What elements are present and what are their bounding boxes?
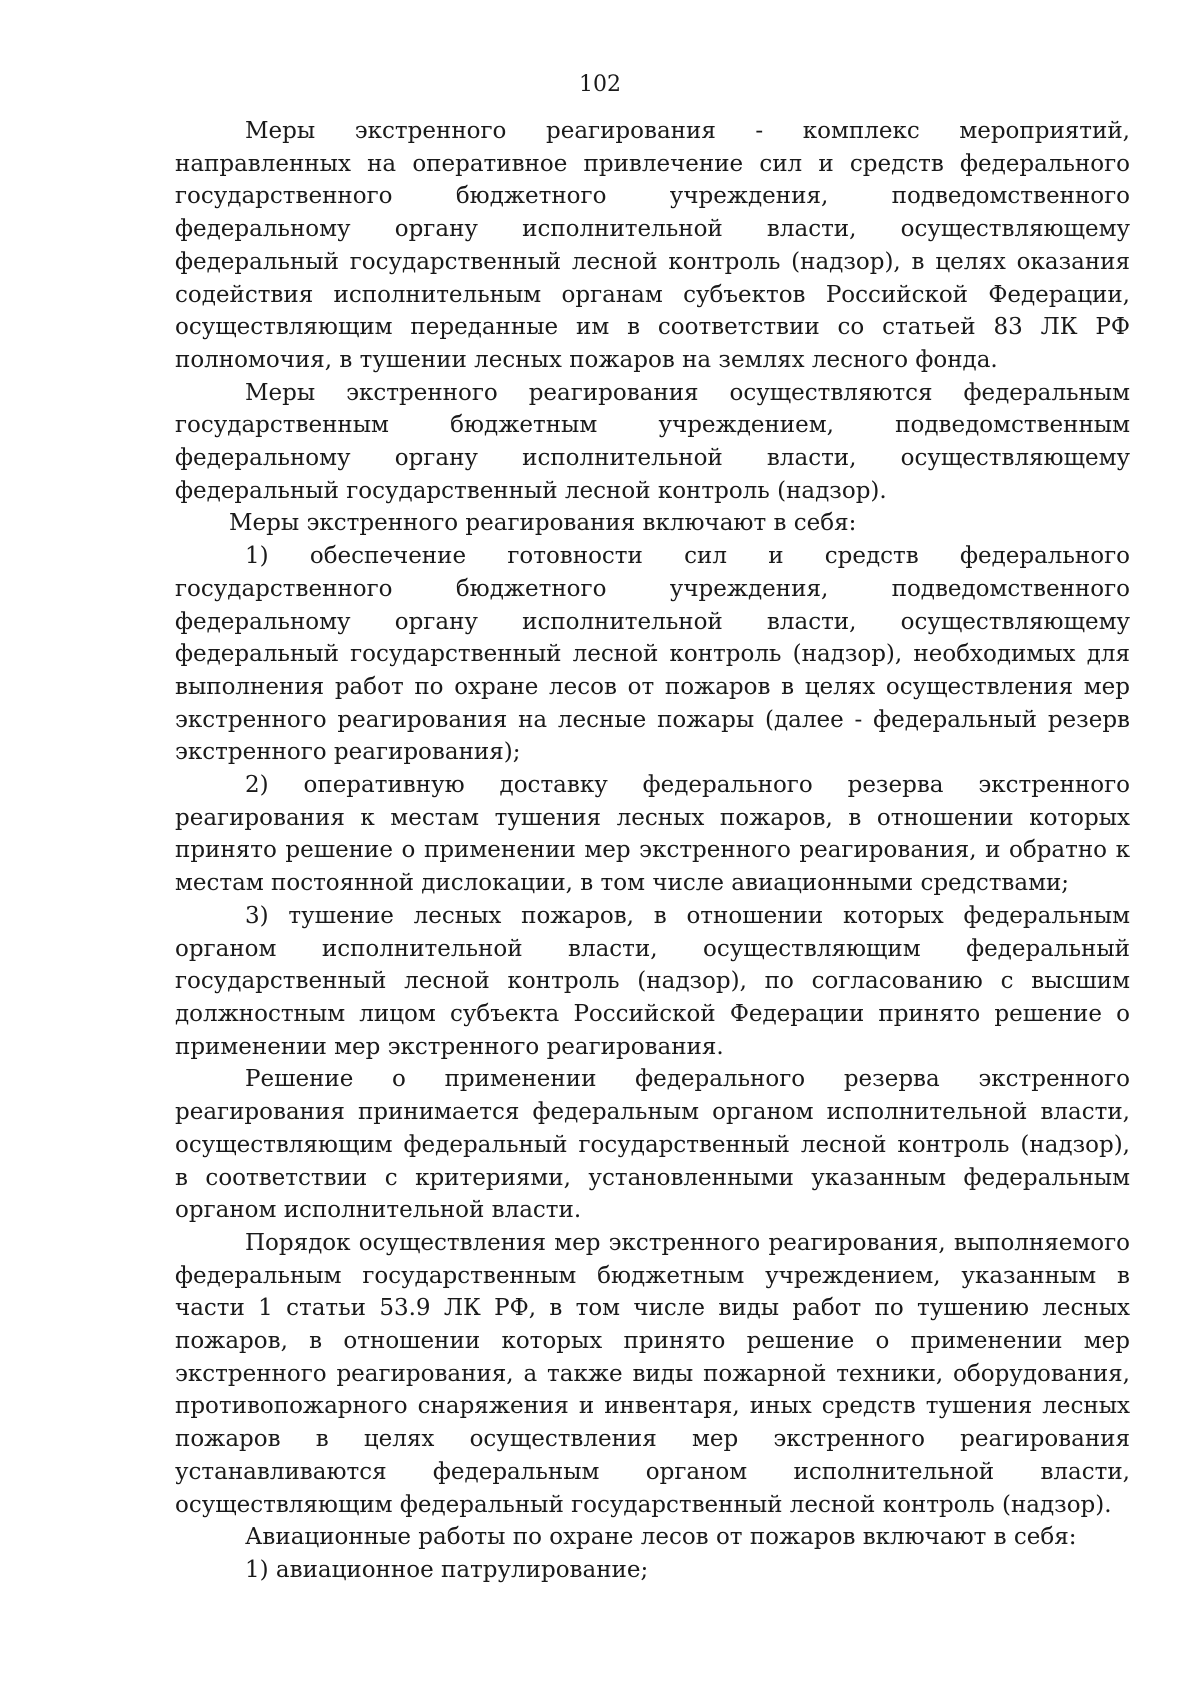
list-item: 1) авиационное патрулирование; (245, 1556, 649, 1583)
list-item: 2) оперативную доставку федерального резерва экстренного реагирования к местам тушения лесных пожаров, в отношении которых принято решение о применении мер экстренного реагирования, и обратно к местам постоянной дислокации, в том числе авиационными средствами; (175, 772, 1130, 897)
paragraph-decision: Решение о применении федерального резерва экстренного реагирования принимается федеральным органом исполнительной власти, осуществляющим федеральный государственный лесной контроль (надзор), в соответствии с критериями, установленными указанным федеральным органом исполнительной власти. (175, 1066, 1130, 1224)
document-body (175, 115, 1130, 1587)
page-number: 102 (579, 72, 621, 97)
list-item: 1) обеспечение готовности сил и средств федерального государственного бюджетного учреждения, подведомственного федеральному органу исполнительной власти, осуществляющему федеральный государственный лесной контроль (надзор), необходимых для выполнения работ по охране лесов от пожаров в целях осуществления мер экстренного реагирования на лесные пожары (далее - федеральный резерв экстренного реагирования); (175, 543, 1130, 766)
paragraph-definition: Меры экстренного реагирования - комплекс мероприятий, направленных на оперативное привлечение сил и средств федерального государственного бюджетного учреждения, подведомственного федеральному органу исполнительной власти, осуществляющему федеральный государственный лесной контроль (надзор), в целях оказания содействия исполнительным органам субъектов Российской Федерации, осуществляющим переданные им в соответствии со статьей 83 ЛК РФ полномочия, в тушении лесных пожаров на землях лесного фонда. (175, 118, 1130, 373)
list-item: 3) тушение лесных пожаров, в отношении которых федеральным органом исполнительной власти, осуществляющим федеральный государственный лесной контроль (надзор), по согласованию с высшим должностным лицом субъекта Российской Федерации принято решение о применении мер экстренного реагирования. (175, 902, 1130, 1060)
paragraph-implementer: Меры экстренного реагирования осуществляются федеральным государственным бюджетным учреждением, подведомственным федеральному органу исполнительной власти, осуществляющему федеральный государственный лесной контроль (надзор). (175, 379, 1130, 504)
paragraph-list-intro: Меры экстренного реагирования включают в себя: (229, 510, 857, 537)
paragraph-aviation-intro: Авиационные работы по охране лесов от пожаров включают в себя: (245, 1524, 1077, 1551)
paragraph-procedure: Порядок осуществления мер экстренного реагирования, выполняемого федеральным государственным бюджетным учреждением, указанным в части 1 статьи 53.9 ЛК РФ, в том числе виды работ по тушению лесных пожаров, в отношении которых принято решение о применении мер экстренного реагирования, а также виды пожарной техники, оборудования, противопожарного снаряжения и инвентаря, иных средств тушения лесных пожаров в целях осуществления мер экстренного реагирования устанавливаются федеральным органом исполнительной власти, осуществляющим федеральный государственный лесной контроль (надзор). (175, 1229, 1130, 1518)
